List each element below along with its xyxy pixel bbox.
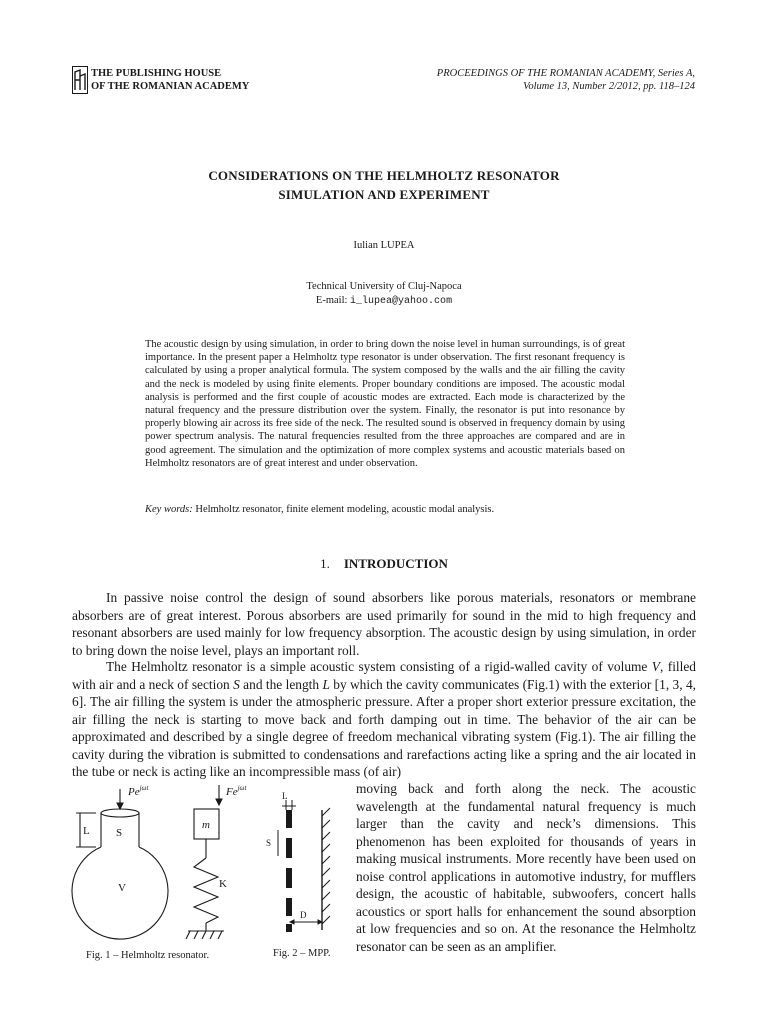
keywords-text: Helmholtz resonator, finite element modeling, acoustic modal analysis. — [192, 504, 495, 515]
journal-reference — [437, 67, 695, 93]
excitation-arrowhead-2 — [216, 799, 222, 805]
email-line — [0, 295, 768, 307]
paragraph-1 — [72, 589, 696, 659]
p2-d: by which the cavity communicates (Fig.1) with the exterior [1, 3, 4, 6]. The air filling the system is under the atmospheric pressure. After a proper short exterior pressure excitation, the air filling the neck is starting to move back and forth damping out in time. The behavior of the air can be approximated and described by a single degree of freedom mechanical vibrating system (Fig.1). The air filling the cavity during the vibration is submitted to condensations and rarefactions acting like a spring and the air located in the tube or neck is acting like an incompressible mass (of air) — [72, 676, 696, 779]
p2-b: , filled with air and a neck of section — [72, 659, 696, 692]
plate-segment — [286, 868, 292, 888]
hole-label: S — [266, 838, 272, 848]
paragraph-2 — [72, 658, 696, 781]
wall-hatch — [322, 808, 330, 924]
keywords — [145, 503, 625, 516]
plate-thickness-label: L — [282, 791, 288, 801]
p2-symbol-v: V — [651, 659, 660, 674]
publisher-line-2: OF THE ROMANIAN ACADEMY — [91, 81, 250, 92]
plate-segment — [286, 810, 292, 828]
spring-label: K — [219, 878, 227, 890]
ground-hatch — [186, 931, 222, 939]
figure-1-helmholtz-resonator — [66, 783, 256, 948]
p2-a: The Helmholtz resonator is a simple acoustic system consisting of a rigid-walled cavity of volume — [106, 659, 652, 674]
publisher-line-1: THE PUBLISHING HOUSE — [91, 68, 222, 79]
p2-c: and the length — [239, 676, 323, 692]
paper-title — [0, 166, 768, 204]
figure-2-mpp — [254, 790, 339, 940]
spring-coil — [194, 858, 218, 923]
title-line-1: CONSIDERATIONS ON THE HELMHOLTZ RESONATOR — [208, 168, 560, 183]
section-title: INTRODUCTION — [343, 556, 448, 571]
abstract: The acoustic design by using simulation, in order to bring down the noise level in human surroundings, is of great importance. In the present paper a Helmholtz type resonator is under observation. The first resonant frequency is calculated by using a proper analytical formula. The system composed by the walls and the air filling the cavity and the neck is modeled by using finite elements. Proper boundary conditions are imposed. The acoustic modal analysis is performed and the first couple of acoustic modes are extracted. Each mode is characterized by the natural frequency and the pressure distribution over the system. Finally, the resonator is put into resonance by properly blowing air across its free side of the neck. The resulted sound is observed in frequency domain by using power spectrum analysis. The natural frequencies resulted from the three approaches are compared and are in good agreement. The simulation and the optimization of more complex systems and acoustic materials based on Helmholtz resonators are of great interest and under observation. — [145, 339, 625, 469]
force-label-1: $Pe^{j\omega t}$ — [128, 784, 149, 798]
neck-section-label: S — [116, 827, 123, 839]
keywords-label: Key words: — [145, 504, 193, 515]
p2-symbol-s: S — [233, 676, 240, 692]
journal-line-2: Volume 13, Number 2/2012, pp. 118–124 — [523, 81, 695, 92]
email-address: i_lupea@yahoo.com — [350, 296, 453, 307]
section-heading — [0, 556, 768, 572]
neck-length-label: L — [83, 825, 90, 837]
publisher-logo — [72, 66, 88, 94]
title-line-2: SIMULATION AND EXPERIMENT — [278, 187, 490, 202]
mass-label: m — [202, 819, 210, 831]
plate-segment — [286, 838, 292, 858]
force-label-2: $Fe^{j\omega t}$ — [226, 784, 247, 798]
plate-segment — [286, 898, 292, 916]
author-name: Iulian LUPEA — [353, 240, 415, 251]
figure-1-caption: Fig. 1 – Helmholtz resonator. — [86, 950, 210, 961]
excitation-arrowhead-1 — [117, 803, 123, 809]
journal-line-1: PROCEEDINGS OF THE ROMANIAN ACADEMY, Series A, — [436, 68, 695, 79]
publisher-name — [91, 67, 249, 93]
paragraph-1-text: In passive noise control the design of sound absorbers like porous materials, resonators or membrane absorbers are of great interest. Porous absorbers are used primarily for sound in the mid to high frequency and resonant absorbers are used mainly for low frequency absorption. The acoustic design by using simulation, in order to bring down the noise level, plays an important roll. — [72, 590, 696, 658]
paragraph-3: moving back and forth along the neck. The acoustic wavelength at the fundamental natural frequency is much larger than the cavity and neck’s dimensions. This phenomenon has been exploited for thousands of years in making musical instruments. More recently have been used on noise control applications in automotive industry, for mufflers design, the acoustic of habitable, subwoofers, concert halls acoustics or sport halls for enhancement the sound absorption at low frequencies and so on. At the resonance the Helmholtz resonator can be seen as an amplifier. — [356, 781, 696, 954]
section-number: 1. — [320, 556, 330, 571]
plate-segment — [286, 924, 292, 932]
p2-symbol-l: L — [322, 676, 330, 692]
affiliation: Technical University of Cluj-Napoca — [306, 281, 462, 292]
figure-2-caption: Fig. 2 – MPP. — [273, 948, 331, 959]
email-label: E-mail: — [315, 295, 351, 306]
cavity-volume-label: V — [118, 882, 126, 894]
cavity-depth-label: D — [300, 910, 307, 920]
perforated-plate — [286, 810, 292, 932]
